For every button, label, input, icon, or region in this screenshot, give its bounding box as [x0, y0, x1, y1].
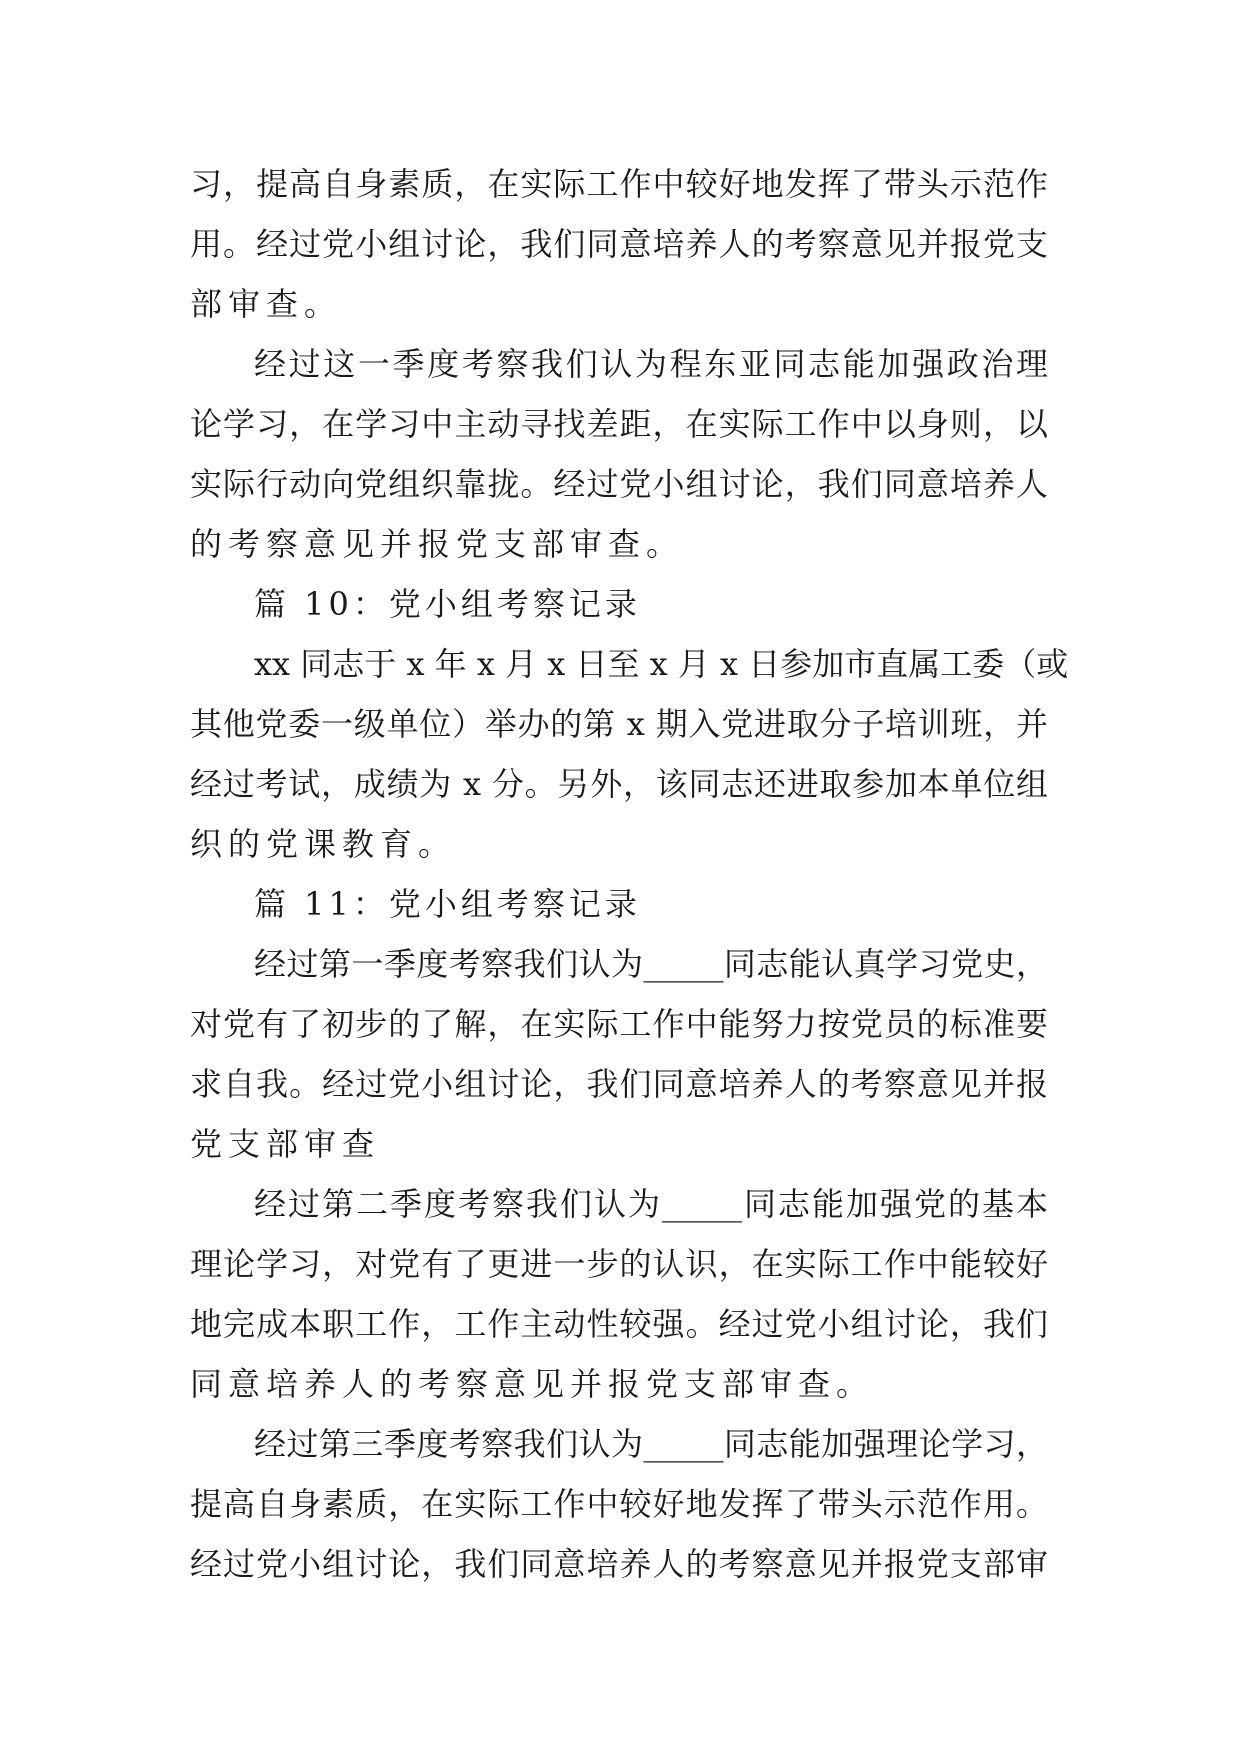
paragraph-first-line: 经过第一季度考察我们认为_____同志能认真学习党史， [254, 945, 1048, 983]
text-line: 经过党小组讨论，我们同意培养人的考察意见并报党支部审 [190, 1545, 1048, 1583]
text-line: 其他党委一级单位）举办的第 x 期入党进取分子培训班，并 [190, 705, 1048, 743]
text-line: 理论学习，对党有了更进一步的认识，在实际工作中能较好 [190, 1245, 1048, 1283]
section-heading-11: 篇 11：党小组考察记录 [254, 885, 641, 923]
text-line: 求自我。经过党小组讨论，我们同意培养人的考察意见并报 [190, 1065, 1048, 1103]
text-line: 同意培养人的考察意见并报党支部审查。 [190, 1365, 875, 1403]
paragraph-first-line: 经过第三季度考察我们认为_____同志能加强理论学习， [254, 1425, 1048, 1463]
text-line: 地完成本职工作，工作主动性较强。经过党小组讨论，我们 [190, 1305, 1048, 1343]
document-body [190, 154, 1069, 1594]
text-line: 对党有了初步的了解，在实际工作中能努力按党员的标准要 [190, 1005, 1048, 1043]
text-line: 的考察意见并报党支部审查。 [190, 525, 685, 563]
text-line: 用。经过党小组讨论，我们同意培养人的考察意见并报党支 [190, 225, 1048, 263]
text-line: 提高自身素质，在实际工作中较好地发挥了带头示范作用。 [190, 1485, 1048, 1523]
text-line: 党支部审查 [190, 1125, 381, 1163]
paragraph-first-line: 经过这一季度考察我们认为程东亚同志能加强政治理 [254, 345, 1048, 383]
section-heading-10: 篇 10：党小组考察记录 [254, 585, 641, 623]
paragraph-first-line: xx 同志于 x 年 x 月 x 日至 x 月 x 日参加市直属工委（或 [254, 645, 1069, 683]
paragraph-first-line: 经过第二季度考察我们认为_____同志能加强党的基本 [254, 1185, 1048, 1223]
text-line: 部审查。 [190, 285, 343, 323]
text-line: 织的党课教育。 [190, 825, 457, 863]
text-line: 经过考试，成绩为 x 分。另外，该同志还进取参加本单位组 [190, 765, 1048, 803]
text-line: 习，提高自身素质，在实际工作中较好地发挥了带头示范作 [190, 165, 1048, 203]
text-line: 实际行动向党组织靠拢。经过党小组讨论，我们同意培养人 [190, 465, 1048, 503]
text-line: 论学习，在学习中主动寻找差距，在实际工作中以身则，以 [190, 405, 1048, 443]
